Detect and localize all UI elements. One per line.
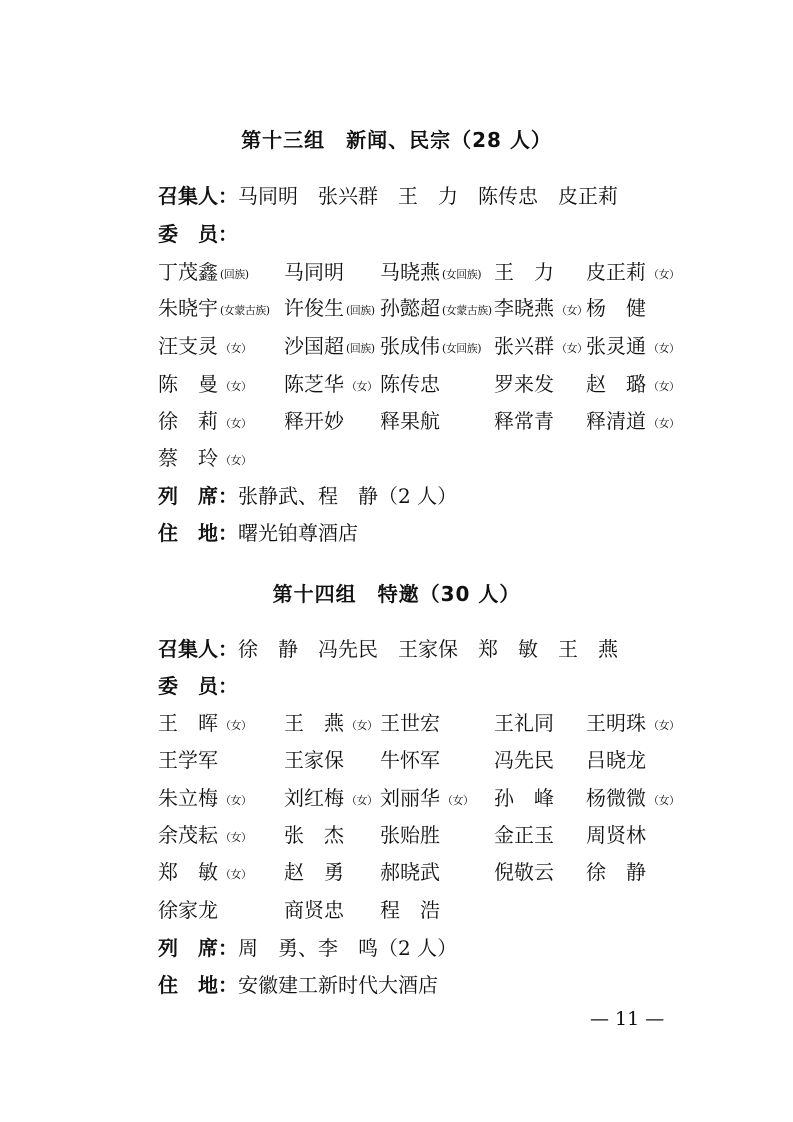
- member-entry: [380, 898, 440, 922]
- member-name: 马晓燕: [380, 260, 440, 284]
- member-entry: [158, 898, 218, 922]
- member-name: 倪敬云: [494, 860, 554, 884]
- member-entry: [586, 260, 680, 287]
- member-entry: [586, 823, 646, 847]
- member-note: （女）: [648, 417, 680, 430]
- member-row: [158, 786, 698, 812]
- member-entry: [380, 786, 474, 813]
- member-name: 赵 勇: [284, 860, 344, 884]
- member-entry: [284, 748, 344, 772]
- member-note: (回族): [220, 268, 249, 281]
- member-entry: [158, 334, 252, 361]
- member-name: 孙懿超: [380, 296, 440, 320]
- member-note: (女蒙古族): [220, 304, 270, 317]
- page-number: — 11 —: [590, 1008, 665, 1030]
- member-entry: [494, 860, 554, 884]
- member-entry: [158, 748, 218, 772]
- member-row: [158, 446, 698, 472]
- member-row: [158, 334, 698, 360]
- member-note: （女）: [220, 868, 252, 881]
- group13-attend-line: [158, 484, 457, 508]
- member-name: 张灵通: [586, 334, 646, 358]
- member-name: 王学军: [158, 748, 218, 772]
- member-entry: [494, 823, 554, 847]
- member-name: 郑 敏: [158, 860, 218, 884]
- member-row: [158, 860, 698, 886]
- member-row: [158, 748, 698, 774]
- member-entry: [586, 334, 680, 361]
- member-entry: [284, 823, 344, 847]
- group13-convener-line: [158, 184, 618, 208]
- member-entry: [158, 786, 252, 813]
- member-entry: [494, 260, 554, 284]
- group13-convener-label: 召集人：: [158, 184, 238, 208]
- group13-address-label: 住 地：: [158, 521, 238, 545]
- member-entry: [586, 786, 680, 813]
- member-name: 杨 健: [586, 296, 646, 320]
- group13-address-value: 曙光铂尊酒店: [238, 521, 358, 545]
- member-entry: [284, 372, 378, 399]
- group13-attend-label: 列 席：: [158, 484, 238, 508]
- member-name: 马同明: [284, 260, 344, 284]
- group14-attend-line: [158, 936, 457, 960]
- member-entry: [284, 334, 375, 361]
- member-note: (女蒙古族): [442, 304, 492, 317]
- member-note: （女）: [346, 719, 378, 732]
- member-name: 金正玉: [494, 823, 554, 847]
- member-name: 张贻胜: [380, 823, 440, 847]
- member-entry: [494, 711, 554, 735]
- member-name: 罗来发: [494, 372, 554, 396]
- member-entry: [158, 260, 249, 287]
- member-note: (女回族): [442, 342, 482, 355]
- member-name: 刘红梅: [284, 786, 344, 810]
- member-entry: [586, 296, 646, 320]
- member-name: 皮正莉: [586, 260, 646, 284]
- member-name: 孙 峰: [494, 786, 554, 810]
- group14-address-line: [158, 973, 438, 997]
- member-name: 王明珠: [586, 711, 646, 735]
- group14-members-label: 委 员：: [158, 674, 238, 698]
- member-note: （女）: [346, 380, 378, 393]
- member-entry: [380, 860, 440, 884]
- member-entry: [380, 372, 440, 396]
- member-entry: [586, 409, 680, 436]
- group13-attend-value: 张静武、程 静（2 人）: [238, 484, 458, 508]
- member-name: 赵 璐: [586, 372, 646, 396]
- member-name: 张成伟: [380, 334, 440, 358]
- member-entry: [284, 296, 375, 323]
- member-note: （女）: [220, 454, 252, 467]
- member-note: （女）: [648, 794, 680, 807]
- group14-convener-line: [158, 637, 618, 661]
- member-note: （女）: [220, 417, 252, 430]
- member-note: （女）: [648, 268, 680, 281]
- member-name: 张 杰: [284, 823, 344, 847]
- member-note: (回族): [346, 304, 375, 317]
- member-entry: [494, 372, 554, 396]
- member-entry: [158, 711, 252, 738]
- member-entry: [380, 334, 481, 361]
- member-name: 许俊生: [284, 296, 344, 320]
- member-row: [158, 898, 698, 924]
- member-entry: [380, 748, 440, 772]
- member-entry: [158, 823, 252, 850]
- member-entry: [380, 260, 481, 287]
- member-name: 汪支灵: [158, 334, 218, 358]
- member-row: [158, 296, 698, 322]
- member-name: 王 晖: [158, 711, 218, 735]
- group14-heading: 第十四组 特邀（30 人）: [272, 582, 521, 606]
- member-name: 徐家龙: [158, 898, 218, 922]
- group14-convener-label: 召集人：: [158, 637, 238, 661]
- member-note: （女）: [220, 342, 252, 355]
- member-name: 释果航: [380, 409, 440, 433]
- member-entry: [284, 898, 344, 922]
- member-row: [158, 823, 698, 849]
- member-name: 冯先民: [494, 748, 554, 772]
- member-entry: [380, 409, 440, 433]
- member-entry: [494, 748, 554, 772]
- member-row: [158, 372, 698, 398]
- member-name: 徐 静: [586, 860, 646, 884]
- member-row: [158, 260, 698, 286]
- member-name: 吕晓龙: [586, 748, 646, 772]
- member-name: 郝晓武: [380, 860, 440, 884]
- member-entry: [284, 860, 344, 884]
- group13-convener-value: 马同明 张兴群 王 力 陈传忠 皮正莉: [238, 184, 618, 208]
- member-entry: [586, 711, 680, 738]
- member-note: （女）: [556, 304, 588, 317]
- member-name: 余茂耘: [158, 823, 218, 847]
- member-entry: [158, 409, 252, 436]
- member-entry: [494, 296, 588, 323]
- member-note: (回族): [346, 342, 375, 355]
- member-name: 释清道: [586, 409, 646, 433]
- member-name: 王礼同: [494, 711, 554, 735]
- member-name: 释常青: [494, 409, 554, 433]
- member-name: 牛怀军: [380, 748, 440, 772]
- member-name: 丁茂鑫: [158, 260, 218, 284]
- member-note: （女）: [648, 342, 680, 355]
- member-name: 蔡 玲: [158, 446, 218, 470]
- member-name: 陈传忠: [380, 372, 440, 396]
- member-name: 杨微微: [586, 786, 646, 810]
- member-name: 朱晓宇: [158, 296, 218, 320]
- member-entry: [284, 711, 378, 738]
- group14-convener-value: 徐 静 冯先民 王家保 郑 敏 王 燕: [238, 637, 618, 661]
- member-entry: [586, 372, 680, 399]
- member-note: （女）: [648, 719, 680, 732]
- member-entry: [284, 409, 344, 433]
- member-entry: [494, 334, 588, 361]
- member-note: （女）: [346, 794, 378, 807]
- member-note: （女）: [220, 380, 252, 393]
- member-name: 王 燕: [284, 711, 344, 735]
- member-note: （女）: [220, 831, 252, 844]
- member-name: 张兴群: [494, 334, 554, 358]
- group13-heading: 第十三组 新闻、民宗（28 人）: [241, 128, 552, 152]
- member-entry: [284, 786, 378, 813]
- member-entry: [158, 860, 252, 887]
- member-name: 程 浩: [380, 898, 440, 922]
- group13-members-label: 委 员：: [158, 222, 238, 246]
- member-entry: [494, 786, 554, 810]
- member-name: 陈芝华: [284, 372, 344, 396]
- group14-attend-value: 周 勇、李 鸣（2 人）: [238, 936, 458, 960]
- group14-attend-label: 列 席：: [158, 936, 238, 960]
- member-name: 王世宏: [380, 711, 440, 735]
- member-entry: [586, 860, 646, 884]
- member-note: (女回族): [442, 268, 482, 281]
- member-name: 李晓燕: [494, 296, 554, 320]
- member-name: 朱立梅: [158, 786, 218, 810]
- member-entry: [380, 823, 440, 847]
- member-note: （女）: [220, 794, 252, 807]
- member-name: 王 力: [494, 260, 554, 284]
- group14-address-label: 住 地：: [158, 973, 238, 997]
- member-name: 沙国超: [284, 334, 344, 358]
- member-name: 陈 曼: [158, 372, 218, 396]
- member-entry: [494, 409, 554, 433]
- member-entry: [380, 296, 492, 323]
- member-entry: [284, 260, 344, 284]
- member-entry: [158, 446, 252, 473]
- member-note: （女）: [556, 342, 588, 355]
- member-name: 周贤林: [586, 823, 646, 847]
- member-name: 商贤忠: [284, 898, 344, 922]
- member-note: （女）: [442, 794, 474, 807]
- member-name: 徐 莉: [158, 409, 218, 433]
- member-entry: [158, 296, 270, 323]
- member-entry: [380, 711, 440, 735]
- member-entry: [586, 748, 646, 772]
- member-note: （女）: [220, 719, 252, 732]
- member-name: 王家保: [284, 748, 344, 772]
- group13-address-line: [158, 521, 358, 545]
- member-row: [158, 711, 698, 737]
- group14-address-value: 安徽建工新时代大酒店: [238, 973, 438, 997]
- member-name: 刘丽华: [380, 786, 440, 810]
- member-row: [158, 409, 698, 435]
- member-name: 释开妙: [284, 409, 344, 433]
- member-entry: [158, 372, 252, 399]
- member-note: （女）: [648, 380, 680, 393]
